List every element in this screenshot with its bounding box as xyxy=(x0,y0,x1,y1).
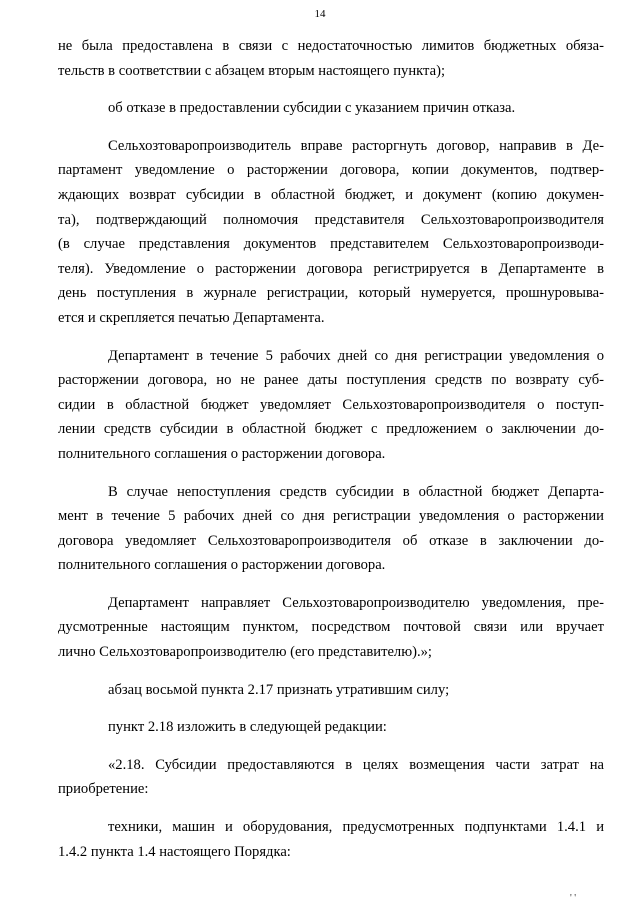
text-line: мент в течение 5 рабочих дней со дня регистрации уведомления о расторжении xyxy=(58,508,604,525)
paragraph-spacer xyxy=(58,702,604,715)
paragraph-spacer xyxy=(58,578,604,591)
paragraph xyxy=(58,815,604,864)
text-line: Сельхозтоваропроизводитель вправе расторгнуть договор, направив в Де- xyxy=(108,137,604,154)
paragraph xyxy=(58,96,604,121)
text-line: Департамент направляет Сельхозтоваропроизводителю уведомления, пре- xyxy=(108,594,604,611)
text-line: об отказе в предоставлении субсидии с указанием причин отказа. xyxy=(108,100,516,117)
paragraph-spacer xyxy=(58,121,604,134)
paragraph xyxy=(58,591,604,665)
paragraph xyxy=(58,715,604,740)
text-line: «2.18. Субсидии предоставляются в целях возмещения части затрат на xyxy=(108,756,604,773)
text-line: полнительного соглашения о расторжении договора. xyxy=(58,557,386,574)
paragraph-spacer xyxy=(58,665,604,678)
scan-mark: ' ' xyxy=(570,893,577,904)
paragraph xyxy=(58,134,604,331)
text-line: (в случае представления документов представителем Сельхозтоваропроизводи- xyxy=(58,236,604,253)
paragraph xyxy=(58,480,604,578)
paragraph-spacer xyxy=(58,467,604,480)
text-line: В случае непоступления средств субсидии в областной бюджет Департа- xyxy=(108,483,604,500)
text-line: лично Сельхозтоваропроизводителю (его представителю).»; xyxy=(58,644,432,661)
paragraph xyxy=(58,753,604,802)
text-line: абзац восьмой пункта 2.17 признать утратившим силу; xyxy=(108,681,450,698)
text-line: лении средств субсидии в областной бюджет с предложением о заключении до- xyxy=(58,421,604,438)
text-line: та), подтверждающий полномочия представителя Сельхозтоваропроизводителя xyxy=(58,211,604,228)
text-line: день поступления в журнале регистрации, который нумеруется, прошнуровыва- xyxy=(58,285,604,302)
text-line: дусмотренные настоящим пунктом, посредством почтовой связи или вручает xyxy=(58,619,604,636)
text-line: полнительного соглашения о расторжении договора. xyxy=(58,445,386,462)
paragraph-spacer xyxy=(58,331,604,344)
paragraph-spacer xyxy=(58,740,604,753)
text-line: расторжении договора, но не ранее даты поступления средств по возврату суб- xyxy=(58,372,604,389)
text-line: не была предоставлена в связи с недостаточностью лимитов бюджетных обяза- xyxy=(58,38,604,54)
text-line: ется и скрепляется печатью Департамента. xyxy=(58,309,325,326)
paragraph-spacer xyxy=(58,802,604,815)
text-line: теля). Уведомление о расторжении договора регистрируется в Департаменте в xyxy=(58,260,604,277)
text-line: техники, машин и оборудования, предусмотренных подпунктами 1.4.1 и xyxy=(108,819,604,836)
text-line: тельств в соответствии с абзацем вторым настоящего пункта); xyxy=(58,62,445,79)
paragraph-spacer xyxy=(58,83,604,96)
text-line: Департамент в течение 5 рабочих дней со дня регистрации уведомления о xyxy=(108,347,604,364)
text-line: пункт 2.18 изложить в следующей редакции: xyxy=(108,719,387,736)
text-line: партамент уведомление о расторжении договора, копии документов, подтвер- xyxy=(58,162,604,179)
text-line: приобретение: xyxy=(58,781,149,798)
text-line: сидии в областной бюджет уведомляет Сельхозтоваропроизводителя о поступ- xyxy=(58,396,604,413)
text-line: договора уведомляет Сельхозтоваропроизводителя об отказе в заключении до- xyxy=(58,532,604,549)
paragraph xyxy=(58,344,604,467)
page-number: 14 xyxy=(314,8,326,20)
document-body xyxy=(58,34,604,864)
text-line: ждающих возврат субсидии в областной бюджет, и документ (копию докумен- xyxy=(58,186,604,203)
paragraph xyxy=(58,678,604,703)
paragraph xyxy=(58,34,604,83)
text-line: 1.4.2 пункта 1.4 настоящего Порядка: xyxy=(58,843,291,860)
